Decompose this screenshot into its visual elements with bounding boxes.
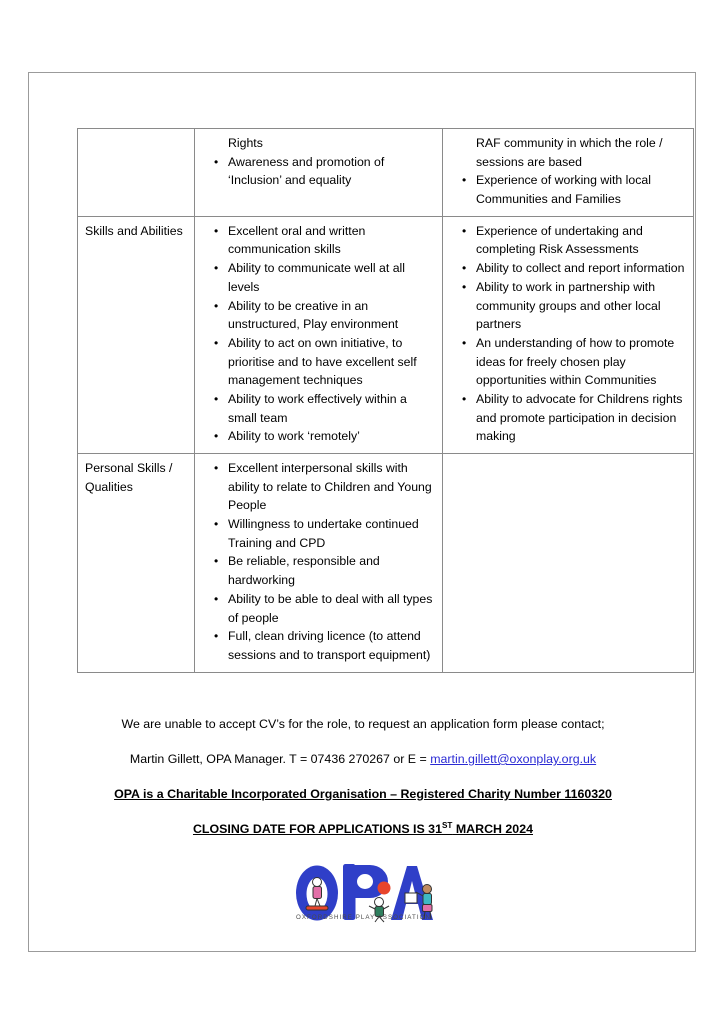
desirable-criteria-cell xyxy=(443,454,694,673)
list-item: • Ability to communicate well at all levels xyxy=(228,259,435,296)
person-specification-table xyxy=(77,128,694,673)
contact-intro-text: We are unable to accept CV’s for the role, to request an application form please contact; xyxy=(121,717,605,731)
table-row xyxy=(78,129,694,217)
list-item: • Ability to act on own initiative, to prioritise and to have excellent self management techniques xyxy=(228,334,435,390)
cell-lead-text: Rights xyxy=(228,136,263,150)
list-item: • Experience of undertaking and completing Risk Assessments xyxy=(476,222,686,259)
list-item: • Ability to work in partnership with community groups and other local partners xyxy=(476,278,686,334)
list-item: • Ability to advocate for Childrens rights and promote participation in decision making xyxy=(476,390,686,446)
bullet-list xyxy=(202,222,435,446)
list-item: • Full, clean driving licence (to attend sessions and to transport equipment) xyxy=(228,627,435,664)
bullet-list xyxy=(450,222,686,446)
row-label-cell xyxy=(78,129,195,217)
closing-date-block xyxy=(63,821,663,838)
list-item: • Ability to work ‘remotely’ xyxy=(228,427,435,446)
contact-details-text xyxy=(63,751,663,768)
desirable-criteria-cell xyxy=(443,129,694,217)
list-item: • Experience of working with local Communities and Families xyxy=(476,171,686,208)
essential-criteria-cell xyxy=(195,129,443,217)
list-item: • Ability to be able to deal with all types of people xyxy=(228,590,435,627)
list-item: • Be reliable, responsible and hardworking xyxy=(228,552,435,589)
table-body xyxy=(78,129,694,673)
page-sheet xyxy=(28,72,696,952)
row-label-cell xyxy=(78,216,195,453)
closing-date-ordinal: ST xyxy=(441,820,453,830)
row-label-cell xyxy=(78,454,195,673)
charity-statement-text: OPA is a Charitable Incorporated Organisation – Registered Charity Number 1160320 xyxy=(114,787,612,801)
contact-details-block xyxy=(63,751,663,768)
list-item: • An understanding of how to promote ideas for freely chosen play opportunities within Communities xyxy=(476,334,686,390)
contact-email-link[interactable]: martin.gillett@oxonplay.org.uk xyxy=(430,752,597,766)
table-row xyxy=(78,454,694,673)
row-label: Personal Skills / Qualities xyxy=(85,461,173,494)
list-item: • Ability to be creative in an unstructured, Play environment xyxy=(228,297,435,334)
row-label: Skills and Abilities xyxy=(85,223,183,238)
list-item: • Willingness to undertake continued Training and CPD xyxy=(228,515,435,552)
cell-lead-text: RAF community in which the role / sessions are based xyxy=(476,136,663,169)
bullet-list xyxy=(202,459,435,665)
contact-intro-block xyxy=(63,716,663,733)
table-row xyxy=(78,216,694,453)
list-item: • Excellent interpersonal skills with ability to relate to Children and Young People xyxy=(228,459,435,515)
closing-date-suffix: MARCH 2024 xyxy=(452,822,533,836)
essential-criteria-cell xyxy=(195,216,443,453)
logo-ball-icon xyxy=(378,882,391,895)
list-item: • Excellent oral and written communication skills xyxy=(228,222,435,259)
closing-date-text xyxy=(63,821,663,838)
list-item: • Ability to collect and report information xyxy=(476,259,686,278)
bullet-list xyxy=(450,171,686,208)
list-item: • Ability to work effectively within a small team xyxy=(228,390,435,427)
charity-statement-block xyxy=(63,786,663,803)
bullet-list xyxy=(202,153,435,190)
contact-details-prefix: Martin Gillett, OPA Manager. T = 07436 270267 or E = xyxy=(129,752,431,766)
closing-date-prefix: CLOSING DATE FOR APPLICATIONS IS 31 xyxy=(192,822,442,836)
desirable-criteria-cell xyxy=(443,216,694,453)
list-item: • Awareness and promotion of ‘Inclusion’ and equality xyxy=(228,153,435,190)
essential-criteria-cell xyxy=(195,454,443,673)
logo-caption: OXFORDSHIRE PLAY ASSOCIATION xyxy=(296,914,431,921)
logo-easel-icon xyxy=(405,893,417,903)
